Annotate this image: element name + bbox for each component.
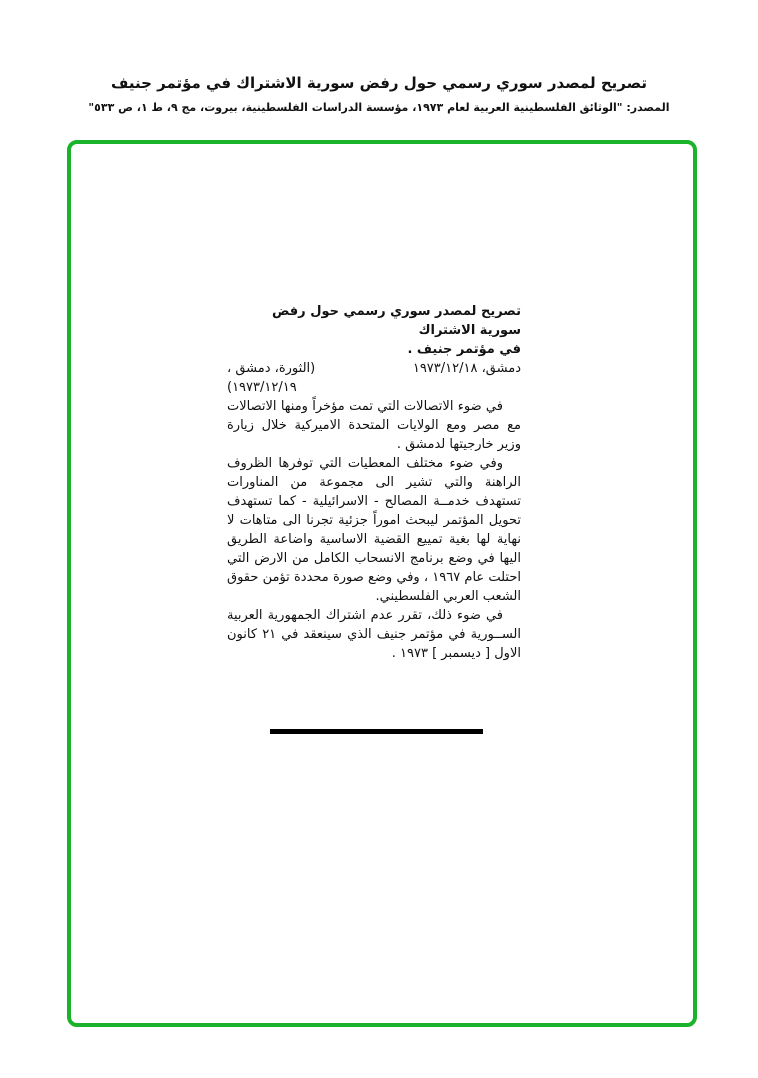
section-divider bbox=[270, 729, 483, 734]
citation-line-2: ١٩٧٣/١٢/١٩) bbox=[227, 380, 297, 395]
dateline: دمشق، ١٩٧٣/١٢/١٨ bbox=[412, 361, 521, 376]
paragraph-1: في ضوء الاتصالات التي تمت مؤخراً ومنها الاتصالات مع مصر ومع الولايات المتحدة الاميركية خلال زيارة وزير خارجيتها لدمشق . bbox=[227, 399, 521, 452]
document-text-column bbox=[227, 302, 521, 663]
newspaper-citation bbox=[227, 359, 315, 397]
citation-line-1: (الثورة، دمشق ، bbox=[227, 361, 316, 376]
page-title: تصريح لمصدر سوري رسمي حول رفض سورية الاشتراك في مؤتمر جنيف bbox=[110, 74, 648, 92]
document-frame bbox=[67, 140, 697, 1027]
doc-heading bbox=[227, 302, 521, 359]
doc-heading-line-2: في مؤتمر جنيف . bbox=[407, 342, 521, 357]
source-line: المصدر: "الوثائق الفلسطينية العربية لعام ١٩٧٣، مؤسسة الدراسات الفلسطينية، بيروت، مج ٩، ط ١، ص ٥٣٣" bbox=[88, 101, 670, 114]
dateline-row bbox=[227, 359, 521, 397]
paragraph-2: وفي ضوء مختلف المعطيات التي توفرها الظروف الراهنة والتي تشير الى مجموعة من المناورات تستهدف خدمــة المصالح - الاسرائيلية - كما تستهدف تحويل المؤتمر ليبحث اموراً جزئية تجرنا الى متاهات لا نهاية لها بغية تمييع القضية الاساسية واضاعة الطريق اليها في وضع برنامج الانسحاب الكامل من الارض التي احتلت عام ١٩٦٧ ، وفي وضع صورة محددة تؤمن حقوق الشعب العربي الفلسطيني. bbox=[227, 456, 521, 604]
page-header bbox=[0, 74, 758, 115]
paragraph-3: في ضوء ذلك، تقرر عدم اشتراك الجمهورية العربية الســورية في مؤتمر جنيف الذي سينعقد في ٢١ كانون الاول [ ديسمبر ] ١٩٧٣ . bbox=[227, 608, 521, 661]
doc-heading-line-1: تصريح لمصدر سوري رسمي حول رفض سورية الاشتراك bbox=[271, 304, 521, 338]
